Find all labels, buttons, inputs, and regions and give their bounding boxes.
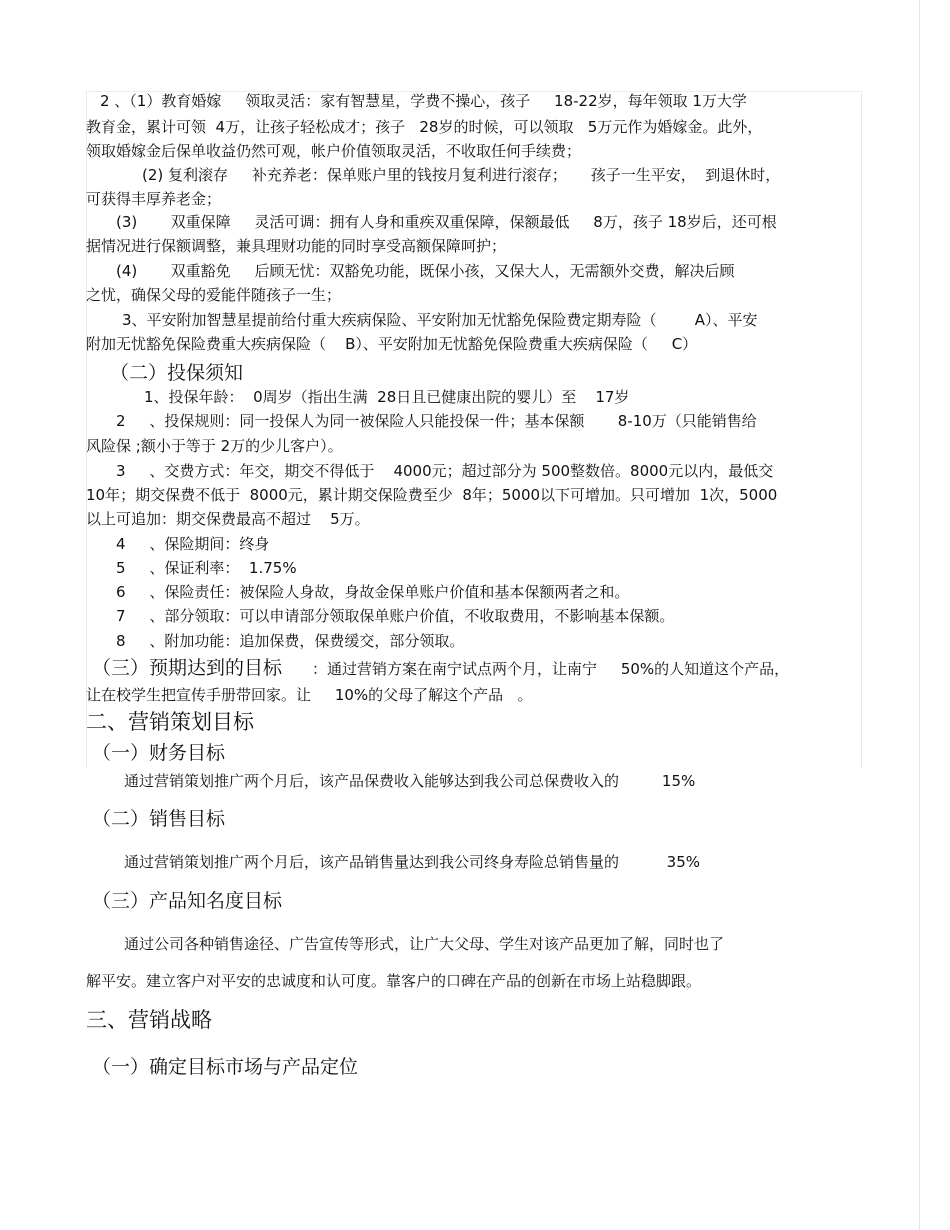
text-line: 风险保 ;额小于等于 2万的少儿客户）。 [86, 437, 343, 455]
text-line: 通过营销策划推广两个月后，该产品销售量达到我公司终身寿险总销售量的 35% [124, 853, 701, 871]
text-line: ：通过营销方案在南宁试点两个月，让南宁 50%的人知道这个产品， [312, 660, 790, 678]
section-heading: （三）预期达到的目标 [92, 657, 283, 679]
section-heading: （二）销售目标 [92, 808, 226, 830]
text-line: (3) 双重保障 灵活可调：拥有人身和重疾双重保障，保额最低 8万，孩子 18岁后，还可根 [116, 213, 777, 231]
chapter-heading: 二、营销策划目标 [86, 710, 254, 734]
chapter-heading: 三、营销战略 [86, 1008, 212, 1032]
text-line: 7 、部分领取：可以申请部分领取保单账户价值，不收取费用，不影响基本保额。 [116, 607, 675, 625]
text-line: 据情况进行保额调整，兼具理财功能的同时享受高额保障呵护； [86, 237, 507, 255]
text-line: 3、平安附加智慧星提前给付重大疾病保险、平安附加无忧豁免保险费定期寿险（ A）、平安 [122, 311, 758, 329]
text-line: (4) 双重豁免 后顾无忧：双豁免功能，既保小孩，又保大人，无需额外交费，解决后顾 [116, 262, 735, 280]
page-edge-line [919, 0, 920, 1230]
text-line: 3 、交费方式：年交，期交不得低于 4000元；超过部分为 500整数倍。8000元以内，最低交 [116, 462, 774, 480]
text-line: 可获得丰厚养老金； [86, 190, 222, 208]
text-line: 通过公司各种销售途径、广告宣传等形式，让广大父母、学生对该产品更加了解，同时也了 [124, 935, 725, 953]
text-line: 以上可追加：期交保费最高不超过 5万。 [86, 510, 370, 528]
text-line: 6 、保险责任：被保险人身故，身故金保单账户价值和基本保额两者之和。 [116, 583, 630, 601]
section-heading: （三）产品知名度目标 [92, 890, 283, 912]
section-heading: （一）财务目标 [92, 742, 226, 764]
text-line: 2 、投保规则：同一投保人为同一被保险人只能投保一件；基本保额 8-10万（只能销售给 [116, 412, 757, 430]
text-line: 让在校学生把宣传手册带回家。让 10%的父母了解这个产品 。 [86, 686, 533, 704]
text-line: (2) 复利滚存 补充养老：保单账户里的钱按月复利进行滚存； 孩子一生平安， 到退休时， [142, 166, 781, 184]
section-heading: （二）投保须知 [110, 362, 244, 384]
text-line: 10年；期交保费不低于 8000元，累计期交保险费至少 8年；5000以下可增加。只可增加 1次，5000 [86, 486, 778, 504]
text-line: 5 、保证利率： 1.75% [116, 559, 297, 577]
text-line: 领取婚嫁金后保单收益仍然可观，帐户价值领取灵活，不收取任何手续费； [86, 142, 582, 160]
text-line: 教育金，累计可领 4万，让孩子轻松成才；孩子 28岁的时候，可以领取 5万元作为婚嫁金。此外， [86, 118, 763, 136]
section-heading: （一）确定目标市场与产品定位 [92, 1056, 359, 1078]
text-line: 之忧，确保父母的爱能伴随孩子一生； [86, 286, 342, 304]
text-line: 8 、附加功能：追加保费，保费缓交，部分领取。 [116, 632, 465, 650]
text-line: 1、投保年龄： 0周岁（指出生满 28日且已健康出院的婴儿）至 17岁 [144, 388, 630, 406]
text-line: 附加无忧豁免保险费重大疾病保险（ B）、平安附加无忧豁免保险费重大疾病保险（ C） [86, 335, 698, 353]
text-line: 4 、保险期间：终身 [116, 535, 270, 553]
text-line: 通过营销策划推广两个月后，该产品保费收入能够达到我公司总保费收入的 15% [124, 772, 696, 790]
text-line: 解平安。建立客户对平安的忠诚度和认可度。靠客户的口碑在产品的创新在市场上站稳脚跟。 [86, 972, 702, 990]
text-line: 2 、（1）教育婚嫁 领取灵活：家有智慧星，学费不操心，孩子 18-22岁，每年领取 1万大学 [100, 92, 747, 110]
